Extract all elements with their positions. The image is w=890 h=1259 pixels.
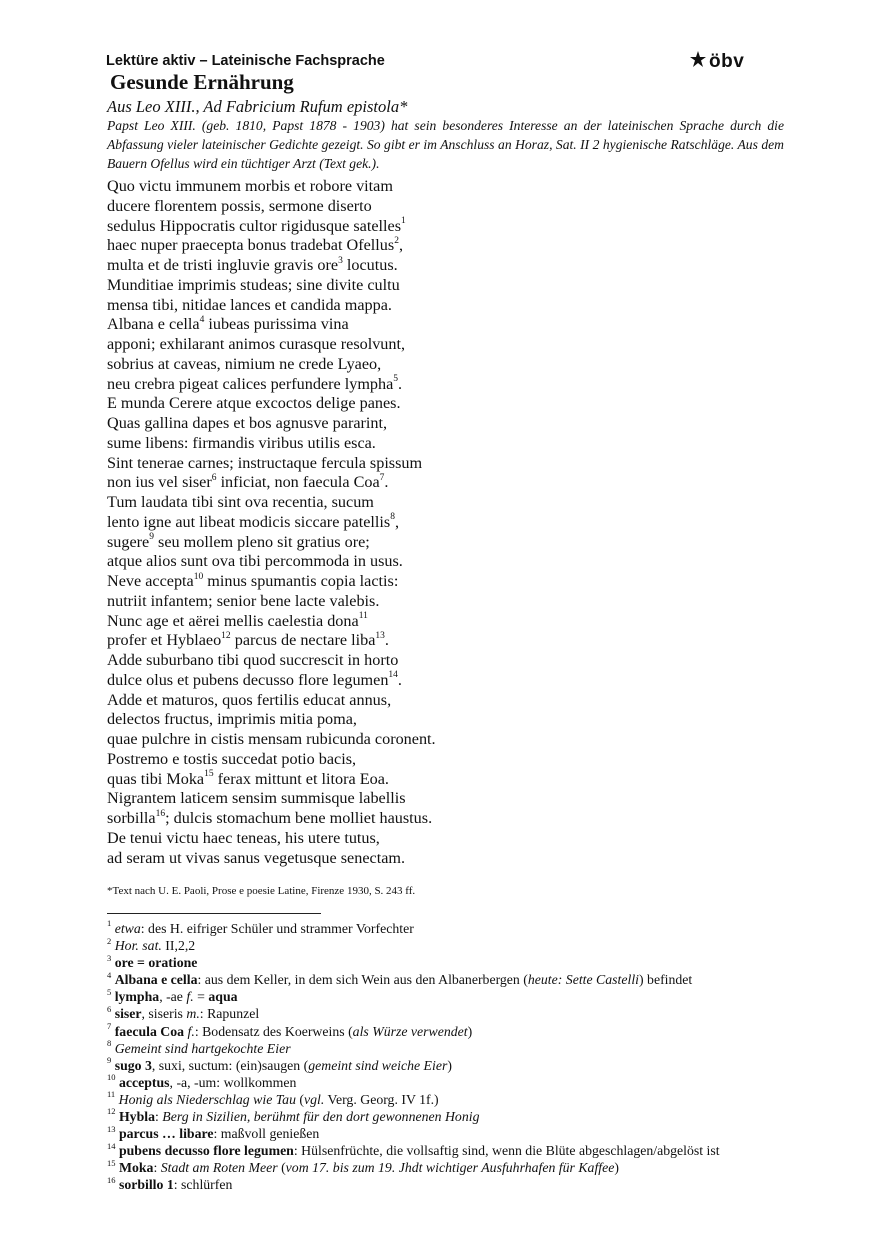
logo-text: öbv [709, 50, 745, 72]
poem-line [107, 434, 436, 454]
poem-text: ferax mittunt et litora Eoa. [213, 769, 389, 788]
footnote-divider [107, 913, 321, 914]
footnote-text: II,2,2 [161, 938, 196, 954]
poem-line [107, 296, 436, 316]
poem-text: Adde et maturos, quos fertilis educat annus, [107, 690, 392, 709]
poem-line [107, 197, 436, 217]
footnote-text: ( [277, 1160, 286, 1176]
footnote-text: lympha [114, 989, 160, 1005]
footnote-ref: 10 [193, 571, 204, 582]
poem-text: multa et de tristi ingluvie gravis ore [107, 256, 339, 274]
footnote-number: 15 [107, 1157, 116, 1168]
footnote [107, 1176, 720, 1193]
poem-line [107, 394, 436, 414]
footnote [107, 1057, 720, 1074]
footnote-ref: 3 [338, 255, 343, 266]
poem-text: profer et Hyblaeo [107, 631, 222, 650]
footnote-text: heute: Sette Castelli [527, 972, 639, 988]
footnote-number: 5 [107, 986, 112, 997]
poem-text: Sint tenerae carnes; instructaque fercula spissum [107, 453, 423, 472]
poem-line [107, 177, 436, 197]
poem-line [107, 691, 436, 711]
footnote-text: : maßvoll genießen [213, 1126, 320, 1142]
footnote-text: : Bodensatz des Koerweins ( [194, 1023, 353, 1039]
poem-text: nutriit infantem; senior bene lacte valebis. [107, 591, 380, 610]
footnote-text: Stadt am Roten Meer [160, 1160, 278, 1176]
footnote-number: 6 [107, 1003, 112, 1014]
poem-line [107, 256, 436, 276]
poem-text: parcus de nectare liba [230, 631, 376, 650]
poem-text: sorbilla [107, 809, 156, 827]
footnote-ref: 6 [211, 472, 217, 483]
footnote [107, 1005, 720, 1022]
poem-line [107, 849, 436, 869]
poem-text: neu crebra pigeat calices perfundere lympha [107, 374, 394, 393]
poem-text: iubeas purissima vina [204, 315, 349, 334]
footnote-text: : [155, 1109, 163, 1125]
footnote-number: 13 [107, 1123, 116, 1134]
poem-text: . [384, 631, 389, 650]
footnote-number: 4 [107, 969, 112, 980]
series-label: Lektüre aktiv – Lateinische Fachsprache [106, 53, 385, 69]
poem-line [107, 730, 436, 750]
footnote-text: m. [186, 1006, 200, 1022]
footnote-ref: 14 [388, 670, 398, 681]
footnote-ref: 1 [401, 216, 406, 227]
footnote-text: ) befindet [639, 972, 693, 988]
footnote-text: : aus dem Keller, in dem sich Wein aus den Albanerbergen ( [197, 972, 528, 988]
poem-line [107, 612, 436, 632]
footnote-number: 11 [107, 1089, 116, 1100]
poem-line [107, 552, 436, 572]
subtitle: Aus Leo XIII., Ad Fabricium Rufum epistola* [107, 97, 408, 116]
poem-line [107, 631, 436, 651]
poem-text: apponi; exhilarant animos curasque resolvunt, [107, 335, 406, 353]
poem-line [107, 809, 436, 829]
poem-text: Adde suburbano tibi quod succrescit in horto [107, 651, 399, 669]
footnote-text: sorbillo 1 [118, 1177, 174, 1193]
poem-text: inficiat, non faecula Coa [216, 473, 380, 492]
poem-line [107, 770, 436, 790]
footnote-text: Hor. sat. [114, 938, 162, 954]
footnote [107, 1142, 720, 1159]
footnote [107, 988, 720, 1005]
poem-line [107, 473, 436, 493]
footnote [107, 920, 720, 937]
poem-text: seu mollem pleno sit gratius ore; [154, 532, 370, 551]
poem-text: locutus. [342, 256, 398, 274]
footnote-text: siser [114, 1006, 142, 1022]
footnote-number: 7 [107, 1020, 112, 1031]
poem-text: . [384, 473, 389, 492]
footnote [107, 1074, 720, 1091]
footnote-text: faecula Coa [114, 1023, 185, 1039]
poem-text: quas tibi Moka [107, 769, 205, 788]
poem-line [107, 710, 436, 730]
poem-text: , [394, 512, 399, 531]
footnote-text: Hybla [118, 1109, 155, 1125]
footnote [107, 1091, 720, 1108]
poem-line [107, 829, 436, 849]
footnote-text: Gemeint sind hartgekochte Eier [114, 1040, 291, 1056]
footnote-ref: 2 [394, 235, 399, 246]
poem-text: Neve accepta [107, 572, 194, 590]
footnote-text: : Hülsenfrüchte, die vollsaftig sind, wenn die Blüte abgeschlagen/abgelöst ist [293, 1143, 720, 1159]
footnote-number: 1 [107, 918, 112, 929]
poem-text: Munditiae imprimis studeas; sine divite cultu [107, 275, 400, 294]
footnote-text: = [193, 989, 209, 1005]
poem-text: atque alios sunt ova tibi percommoda in usus. [107, 552, 403, 571]
poem-text: sume libens: firmandis viribus utilis esca. [107, 433, 376, 452]
footnote-text: Albana e cella [114, 972, 198, 988]
poem-line [107, 572, 436, 592]
footnote-ref: 11 [358, 611, 368, 622]
footnote-text: Moka [118, 1160, 154, 1176]
footnote-ref: 4 [199, 314, 205, 325]
publisher-logo [689, 50, 744, 73]
footnote-text: ( [295, 1091, 305, 1107]
poem-line [107, 789, 436, 809]
poem-text: Nunc age et aërei mellis caelestia dona [107, 611, 359, 630]
poem-line [107, 533, 436, 553]
poem-text: sobrius at caveas, nimium ne crede Lyaeo, [107, 354, 382, 373]
poem-line [107, 493, 436, 513]
footnote-text: , -ae [159, 989, 187, 1005]
footnote-number: 9 [107, 1055, 112, 1066]
poem-text: non ius vel siser [107, 473, 212, 492]
footnote-text: pubens decusso flore legumen [118, 1143, 294, 1159]
footnote [107, 954, 720, 971]
footnote-text: : des H. eifriger Schüler und strammer Vorfechter [140, 921, 414, 936]
poem-text: . [398, 374, 403, 393]
footnote [107, 1020, 720, 1040]
footnote [107, 937, 720, 954]
footnote-ref: 12 [221, 630, 231, 641]
poem-text: De tenui victu haec teneas, his utere tutus, [107, 828, 380, 847]
footnote-text: ) [614, 1160, 619, 1176]
footnote-ref: 9 [149, 532, 154, 543]
footnote-text: ) [447, 1057, 452, 1073]
poem-line [107, 236, 436, 256]
oebv-star-icon [689, 50, 707, 73]
poem-text: quae pulchre in cistis mensam rubicunda coronent. [107, 730, 436, 748]
footnote-number: 14 [107, 1140, 116, 1151]
footnote-text: : Rapunzel [199, 1006, 260, 1022]
footnote-text: f. [187, 1023, 195, 1039]
footnote-number: 3 [107, 952, 112, 963]
footnote [107, 1040, 720, 1057]
footnote-text: vgl. [304, 1091, 325, 1107]
poem-line [107, 315, 436, 335]
footnote-text: ore = oratione [114, 955, 198, 971]
poem-text: ad seram ut vivas sanus vegetusque senectam. [107, 848, 406, 867]
poem-line [107, 414, 436, 434]
footnote-ref: 8 [390, 512, 395, 523]
footnote-text: , -a, -um: wollkommen [169, 1074, 297, 1090]
poem-text: Nigrantem laticem sensim summisque labellis [107, 789, 406, 808]
footnote-text: vom 17. bis zum 19. Jhdt wichtiger Ausfuhrhafen für Kaffee [285, 1160, 615, 1176]
poem-line [107, 375, 436, 395]
footnote-text: f. [186, 989, 194, 1005]
poem-text: Postremo e tostis succedat potio bacis, [107, 749, 357, 768]
poem-line [107, 276, 436, 296]
footnote-text: , suxi, suctum: (ein)saugen ( [151, 1057, 309, 1073]
poem-line [107, 513, 436, 533]
footnote-text: Berg in Sizilien, berühmt für den dort gewonnenen Honig [162, 1109, 480, 1125]
footnote-text: etwa [114, 921, 141, 936]
footnote-ref: 15 [204, 769, 214, 780]
poem-text: minus spumantis copia lactis: [203, 572, 399, 590]
latin-poem [107, 177, 436, 868]
poem-text: Albana e cella [107, 315, 200, 334]
footnote-number: 10 [107, 1072, 116, 1083]
footnote-text: acceptus [118, 1074, 170, 1090]
poem-line [107, 454, 436, 474]
poem-text: E munda Cerere atque excoctos delige panes. [107, 394, 401, 413]
footnote [107, 1108, 720, 1125]
poem-text: sedulus Hippocratis cultor rigidusque satelles [107, 216, 402, 235]
poem-line [107, 355, 436, 375]
footnote-text: aqua [208, 989, 238, 1005]
poem-text: dulce olus et pubens decusso flore legumen [107, 670, 389, 689]
footnote-text: parcus … libare [118, 1126, 214, 1142]
poem-text: Quo victu immunem morbis et robore vitam [107, 177, 393, 195]
page-title: Gesunde Ernährung [110, 70, 294, 94]
poem-text: ; dulcis stomachum bene molliet haustus. [165, 809, 433, 827]
footnote-ref: 13 [375, 630, 385, 641]
poem-line [107, 750, 436, 770]
source-note: *Text nach U. E. Paoli, Prose e poesie Latine, Firenze 1930, S. 243 ff. [107, 885, 416, 897]
poem-line [107, 592, 436, 612]
footnote-text: Verg. Georg. IV 1f.) [324, 1091, 439, 1107]
poem-text: mensa tibi, nitidae lances et candida mappa. [107, 295, 392, 314]
poem-line [107, 335, 436, 355]
poem-text: ducere florentem possis, sermone diserto [107, 196, 372, 215]
poem-line [107, 651, 436, 671]
footnote-number: 16 [107, 1174, 116, 1185]
poem-line [107, 217, 436, 237]
intro-paragraph: Papst Leo XIII. (geb. 1810, Papst 1878 - 1903) hat sein besonderes Interesse an der lateinischen Sprache durch die Abfassung vieler lateinischer Gedichte gezeigt. So gibt er im Anschluss an Horaz, Sat. II 2 hygienische Ratschläge. Aus dem Bauern Ofellus wird ein tüchtiger Arzt (Text gek.). [107, 118, 784, 171]
footnote-text: ) [467, 1023, 473, 1039]
poem-text: delectos fructus, imprimis mitia poma, [107, 710, 357, 729]
poem-text: Quas gallina dapes et bos agnusve pararint, [107, 414, 388, 432]
poem-line [107, 671, 436, 691]
footnote [107, 1159, 720, 1176]
footnote-text: : schlürfen [173, 1177, 233, 1193]
footnote [107, 971, 720, 988]
footnote-text: gemeint sind weiche Eier [308, 1057, 448, 1073]
footnote-text: , siseris [141, 1006, 187, 1022]
poem-text: Tum laudata tibi sint ova recentia, sucum [107, 493, 374, 511]
poem-text: lento igne aut libeat modicis siccare patellis [107, 512, 391, 531]
footnote-number: 12 [107, 1106, 116, 1117]
footnote-ref: 16 [155, 808, 166, 819]
poem-text: , [398, 236, 403, 255]
poem-text: haec nuper praecepta bonus tradebat Ofellus [107, 236, 395, 255]
footnote-number: 2 [107, 935, 112, 946]
footnote-text: : [153, 1160, 161, 1176]
footnote-number: 8 [107, 1038, 112, 1049]
footnotes [107, 920, 720, 1194]
poem-text: sugere [107, 532, 150, 551]
footnote [107, 1125, 720, 1142]
footnote-ref: 7 [379, 472, 385, 483]
footnote-ref: 5 [393, 374, 399, 385]
footnote-text: Honig als Niederschlag wie Tau [118, 1091, 296, 1107]
footnote-text: sugo 3 [114, 1057, 152, 1073]
poem-text: . [397, 670, 402, 689]
footnote-text: als Würze verwendet [352, 1023, 468, 1039]
